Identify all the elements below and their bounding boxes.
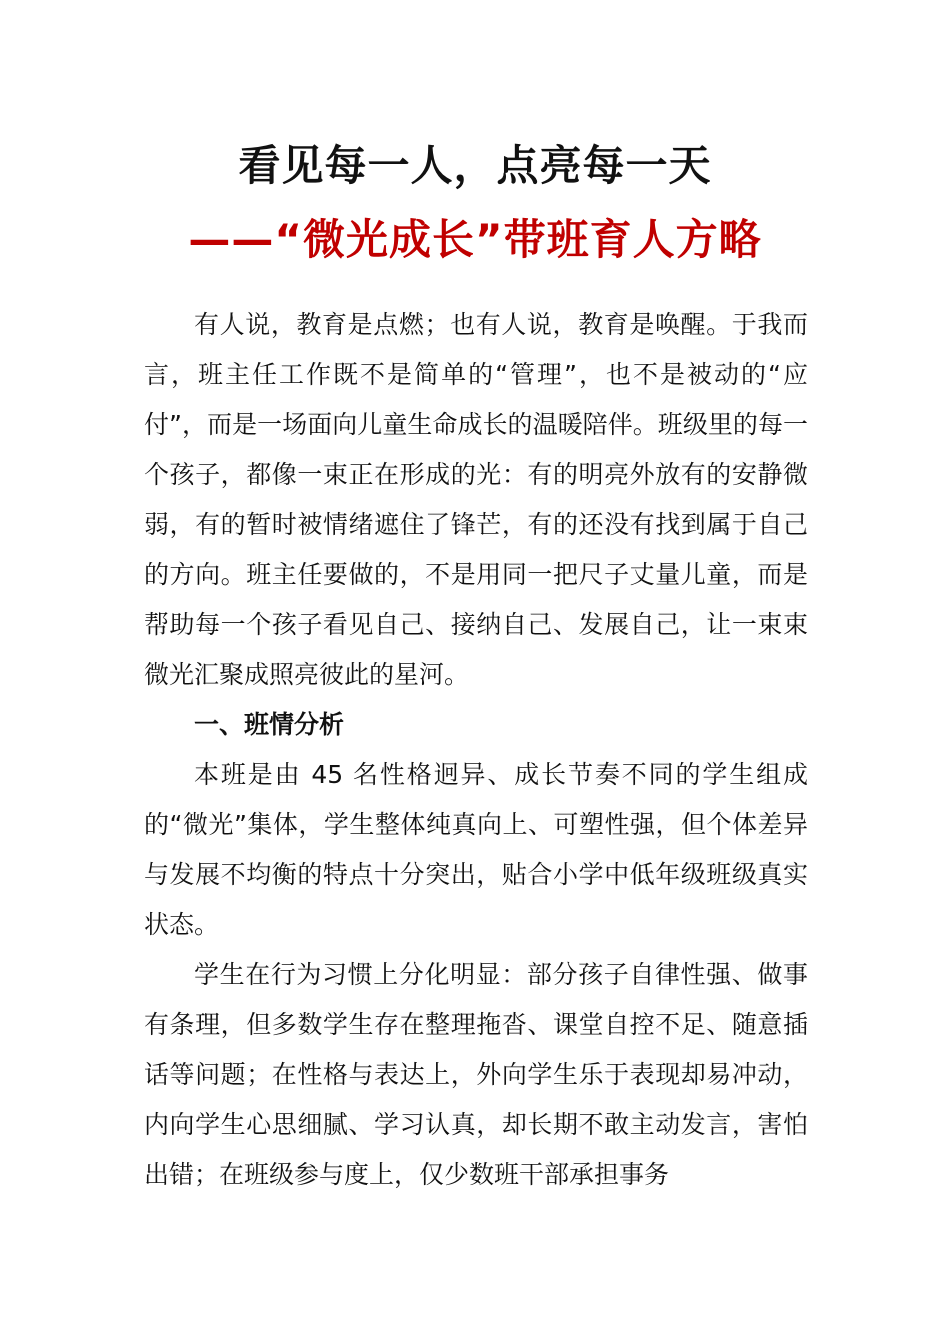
document-title: 看见每一人，点亮每一天 — [238, 141, 712, 190]
class-overview-paragraph: 本班是由 45 名性格迥异、成长节奏不同的学生组成的“微光”集体，学生整体纯真向上、可塑性强，但个体差异与发展不均衡的特点十分突出，贴合小学中低年级班级真实状态。 — [144, 760, 808, 939]
intro-paragraph: 有人说，教育是点燃；也有人说，教育是唤醒。于我而言，班主任工作既不是简单的“管理”，也不是被动的“应付”，而是一场面向儿童生命成长的温暖陪伴。班级里的每一个孩子，都像一束正在形成的光：有的明亮外放有的安静微弱，有的暂时被情绪遮住了锋芒，有的还没有找到属于自己的方向。班主任要做的，不是用同一把尺子丈量儿童，而是帮助每一个孩子看见自己、接纳自己、发展自己，让一束束微光汇聚成照亮彼此的星河。 — [144, 310, 808, 689]
document-subtitle: ——“微光成长”带班育人方略 — [188, 215, 762, 264]
student-behavior-paragraph: 学生在行为习惯上分化明显：部分孩子自律性强、做事有条理，但多数学生存在整理拖沓、课堂自控不足、随意插话等问题；在性格与表达上，外向学生乐于表现却易冲动，内向学生心思细腻、学习认真，却长期不敢主动发言，害怕出错；在班级参与度上，仅少数班干部承担事务 — [144, 960, 808, 1189]
section-heading-class-analysis: 一、班情分析 — [194, 710, 345, 739]
